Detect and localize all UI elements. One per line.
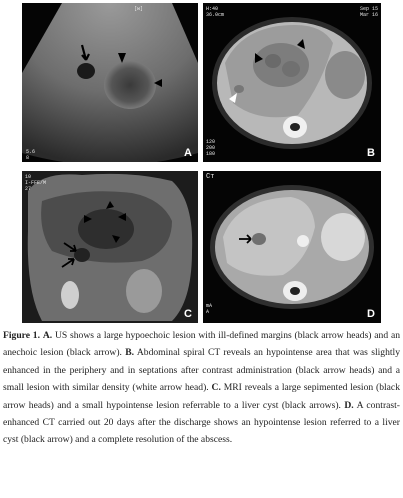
panel-b-ct	[203, 3, 381, 162]
ct-b-overlay-top-right: Sep 15 Mar 16	[359, 6, 378, 18]
caption-item-letter-c: C.	[211, 382, 221, 394]
ultrasound-overlay-top: [w]	[134, 6, 144, 12]
ultrasound-image	[22, 3, 198, 162]
ct-b-overlay-bottom-left: 120 200 180	[206, 139, 216, 157]
caption-item-text-a: US shows a large hypoechoic lesion with ill-defined margins (black arrow heads) and an anechoic lesion (black arrow).	[3, 330, 400, 359]
panel-d-ct	[203, 171, 381, 323]
caption-item-text-d: A contrast-enhanced CT carried out 20 days after the discharge shows an hypointense lesion referred to a liver cyst (black arrow) and a complete resolution of the abscess.	[3, 399, 400, 446]
mri-overlay-top-left: 10 I-FFE/M 27	[25, 174, 47, 192]
panel-letter-c: C	[184, 308, 192, 320]
panel-a-ultrasound	[22, 3, 198, 162]
panel-letter-a: A	[184, 147, 192, 159]
figure-label: Figure 1.	[3, 330, 40, 341]
panel-c-mri	[22, 171, 198, 323]
ultrasound-overlay-bottom: 5.6 8	[26, 149, 36, 161]
panel-letter-b: B	[367, 147, 375, 159]
caption-item-letter-a: A.	[42, 330, 53, 341]
figure-caption	[3, 327, 400, 449]
ct-b-overlay-top-left: H:40 36.0cm	[206, 6, 225, 18]
ct-d-overlay-bottom-left: mA A	[206, 303, 213, 315]
caption-item-letter-b: B.	[125, 347, 135, 359]
ct-scan-image	[203, 3, 381, 162]
caption-item-text-c: MRI reveals a large sepimented lesion (black arrow heads) and a small hypointense lesion referrable to a liver cyst (black arrows).	[3, 382, 400, 411]
mri-image	[22, 171, 198, 323]
caption-item-letter-d: D.	[344, 399, 354, 411]
ct-followup-image	[203, 171, 381, 323]
caption-item-text-b: Abdominal spiral CT reveals an hypointense area that was slightly enhanced in the periphery and in septations after contrast administration (black arrow heads) and a small lesion with similar density (white arrow head).	[3, 347, 400, 394]
panel-letter-d: D	[367, 308, 375, 320]
ct-d-overlay-top-left: Cт	[206, 173, 215, 181]
